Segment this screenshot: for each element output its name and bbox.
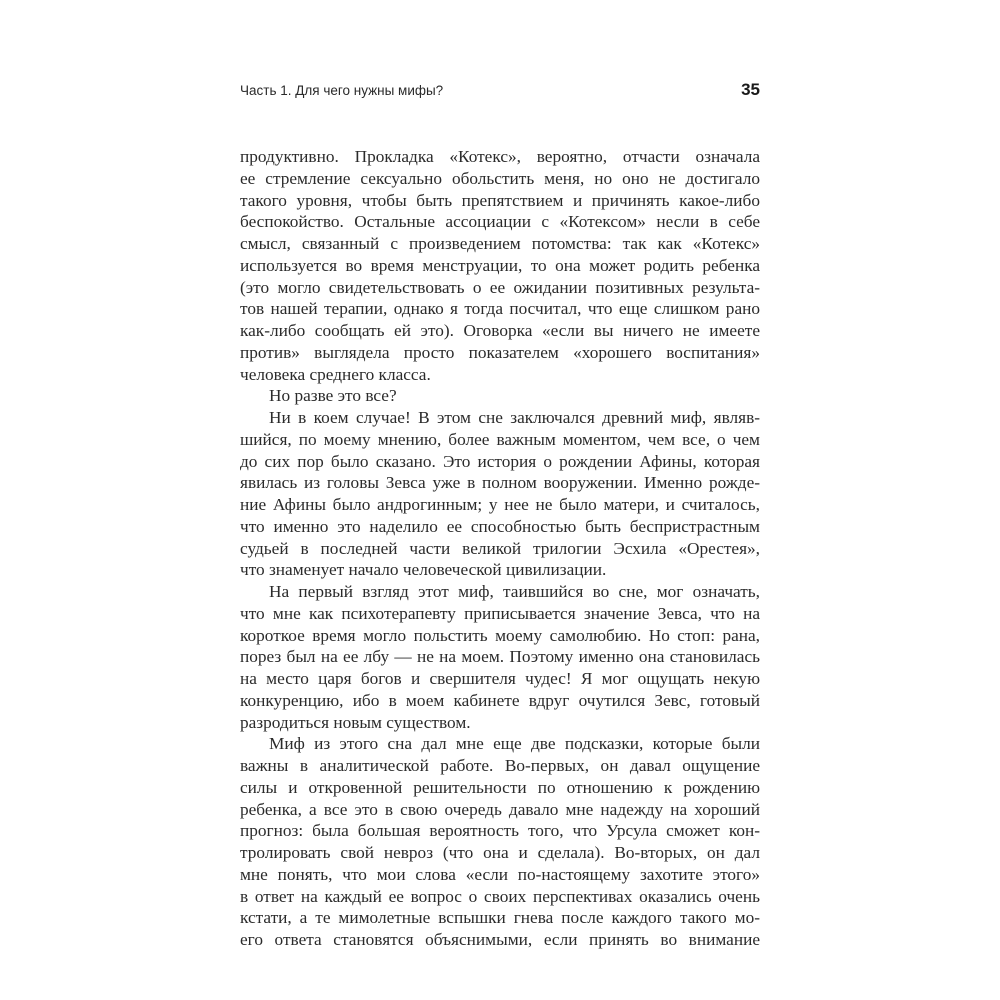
text-line: Миф из этого сна дал мне еще две подсказки, которые были bbox=[269, 734, 760, 754]
paragraph bbox=[240, 733, 760, 951]
text-line: Но разве это все? bbox=[269, 386, 397, 406]
text-line: в ответ на каждый ее вопрос о своих перспективах оказались очень bbox=[240, 886, 760, 906]
text-line: конкуренцию, ибо в моем кабинете вдруг очутился Зевс, готовый bbox=[240, 690, 760, 710]
text-line: тролировать свой невроз (что она и сделала). Во-вторых, он дал bbox=[240, 843, 760, 862]
text-line: человека среднего класса. bbox=[240, 364, 431, 384]
text-line: что знаменует начало человеческой цивилизации. bbox=[240, 560, 607, 580]
page-number: 35 bbox=[741, 80, 760, 99]
text-line: такого уровня, чтобы быть препятствием и причинять какое-либо bbox=[240, 190, 760, 210]
text-line: продуктивно. Прокладка «Котекс», вероятно, отчасти означала bbox=[240, 147, 760, 166]
text-line: порез был на ее лбу — не на моем. Поэтому именно она становилась bbox=[240, 647, 760, 667]
paragraph bbox=[240, 146, 760, 385]
running-title: Часть 1. Для чего нужны мифы? bbox=[240, 83, 444, 98]
text-line: беспокойство. Остальные ассоциации с «Котексом» несли в себе bbox=[240, 212, 760, 232]
text-line: что именно это наделило ее способностью быть беспристрастным bbox=[240, 516, 760, 536]
text-line: кстати, а те мимолетные вспышки гнева после каждого такого мо- bbox=[240, 908, 760, 928]
text-line: силы и откровенной решительности по отношению к рождению bbox=[240, 777, 760, 797]
text-line: тов нашей терапии, однако я тогда посчитал, что еще слишком рано bbox=[240, 299, 760, 319]
text-line: шийся, по моему мнению, более важным моментом, чем все, о чем bbox=[240, 429, 760, 449]
paragraph bbox=[240, 407, 760, 581]
text-line: важны в аналитической работе. Во-первых, он давал ощущение bbox=[240, 756, 760, 775]
text-line: Ни в коем случае! В этом сне заключался древний миф, являв- bbox=[269, 408, 760, 427]
text-line: смысл, связанный с произведением потомства: так как «Котекс» bbox=[240, 234, 760, 253]
text-line: на место царя богов и свершителя чудес! Я мог ощущать некую bbox=[240, 669, 760, 688]
text-line: ние Афины было андрогинным; у нее не было матери, и считалось, bbox=[240, 495, 760, 514]
text-line: что мне как психотерапевту приписывается значение Зевса, что на bbox=[240, 603, 760, 623]
text-line: против» выглядела просто показателем «хорошего воспитания» bbox=[240, 342, 760, 362]
text-line: используется во время менструации, то она может родить ребенка bbox=[240, 255, 760, 275]
text-line: явилась из головы Зевса уже в полном вооружении. Именно рожде- bbox=[240, 473, 760, 493]
text-line: мне понять, что мои слова «если по-настоящему захотите этого» bbox=[240, 864, 760, 884]
paragraph bbox=[240, 581, 760, 733]
text-line: его ответа становятся объяснимыми, если принять во внимание bbox=[240, 930, 760, 949]
text-line: как-либо сообщать ей это). Оговорка «если вы ничего не имеете bbox=[240, 321, 760, 340]
text-line: короткое время могло польстить моему самолюбию. Но стоп: рана, bbox=[240, 625, 760, 645]
text-line: разродиться новым существом. bbox=[240, 712, 471, 732]
text-line: судьей в последней части великой трилогии Эсхила «Орестея», bbox=[240, 538, 760, 558]
text-line: прогноз: была большая вероятность того, что Урсула сможет кон- bbox=[240, 821, 760, 841]
text-line: до сих пор было сказано. Это история о рождении Афины, которая bbox=[240, 451, 760, 471]
text-line: На первый взгляд этот миф, таившийся во сне, мог означать, bbox=[269, 582, 760, 601]
running-header bbox=[240, 80, 760, 102]
text-line: ребенка, а все это в свою очередь давало мне надежду на хороший bbox=[240, 799, 760, 819]
text-line: (это могло свидетельствовать о ее ожидании позитивных результа- bbox=[240, 277, 760, 297]
paragraph bbox=[240, 385, 760, 407]
text-line: ее стремление сексуально обольстить меня, но оно не достигало bbox=[240, 168, 760, 188]
body-text bbox=[240, 146, 760, 951]
